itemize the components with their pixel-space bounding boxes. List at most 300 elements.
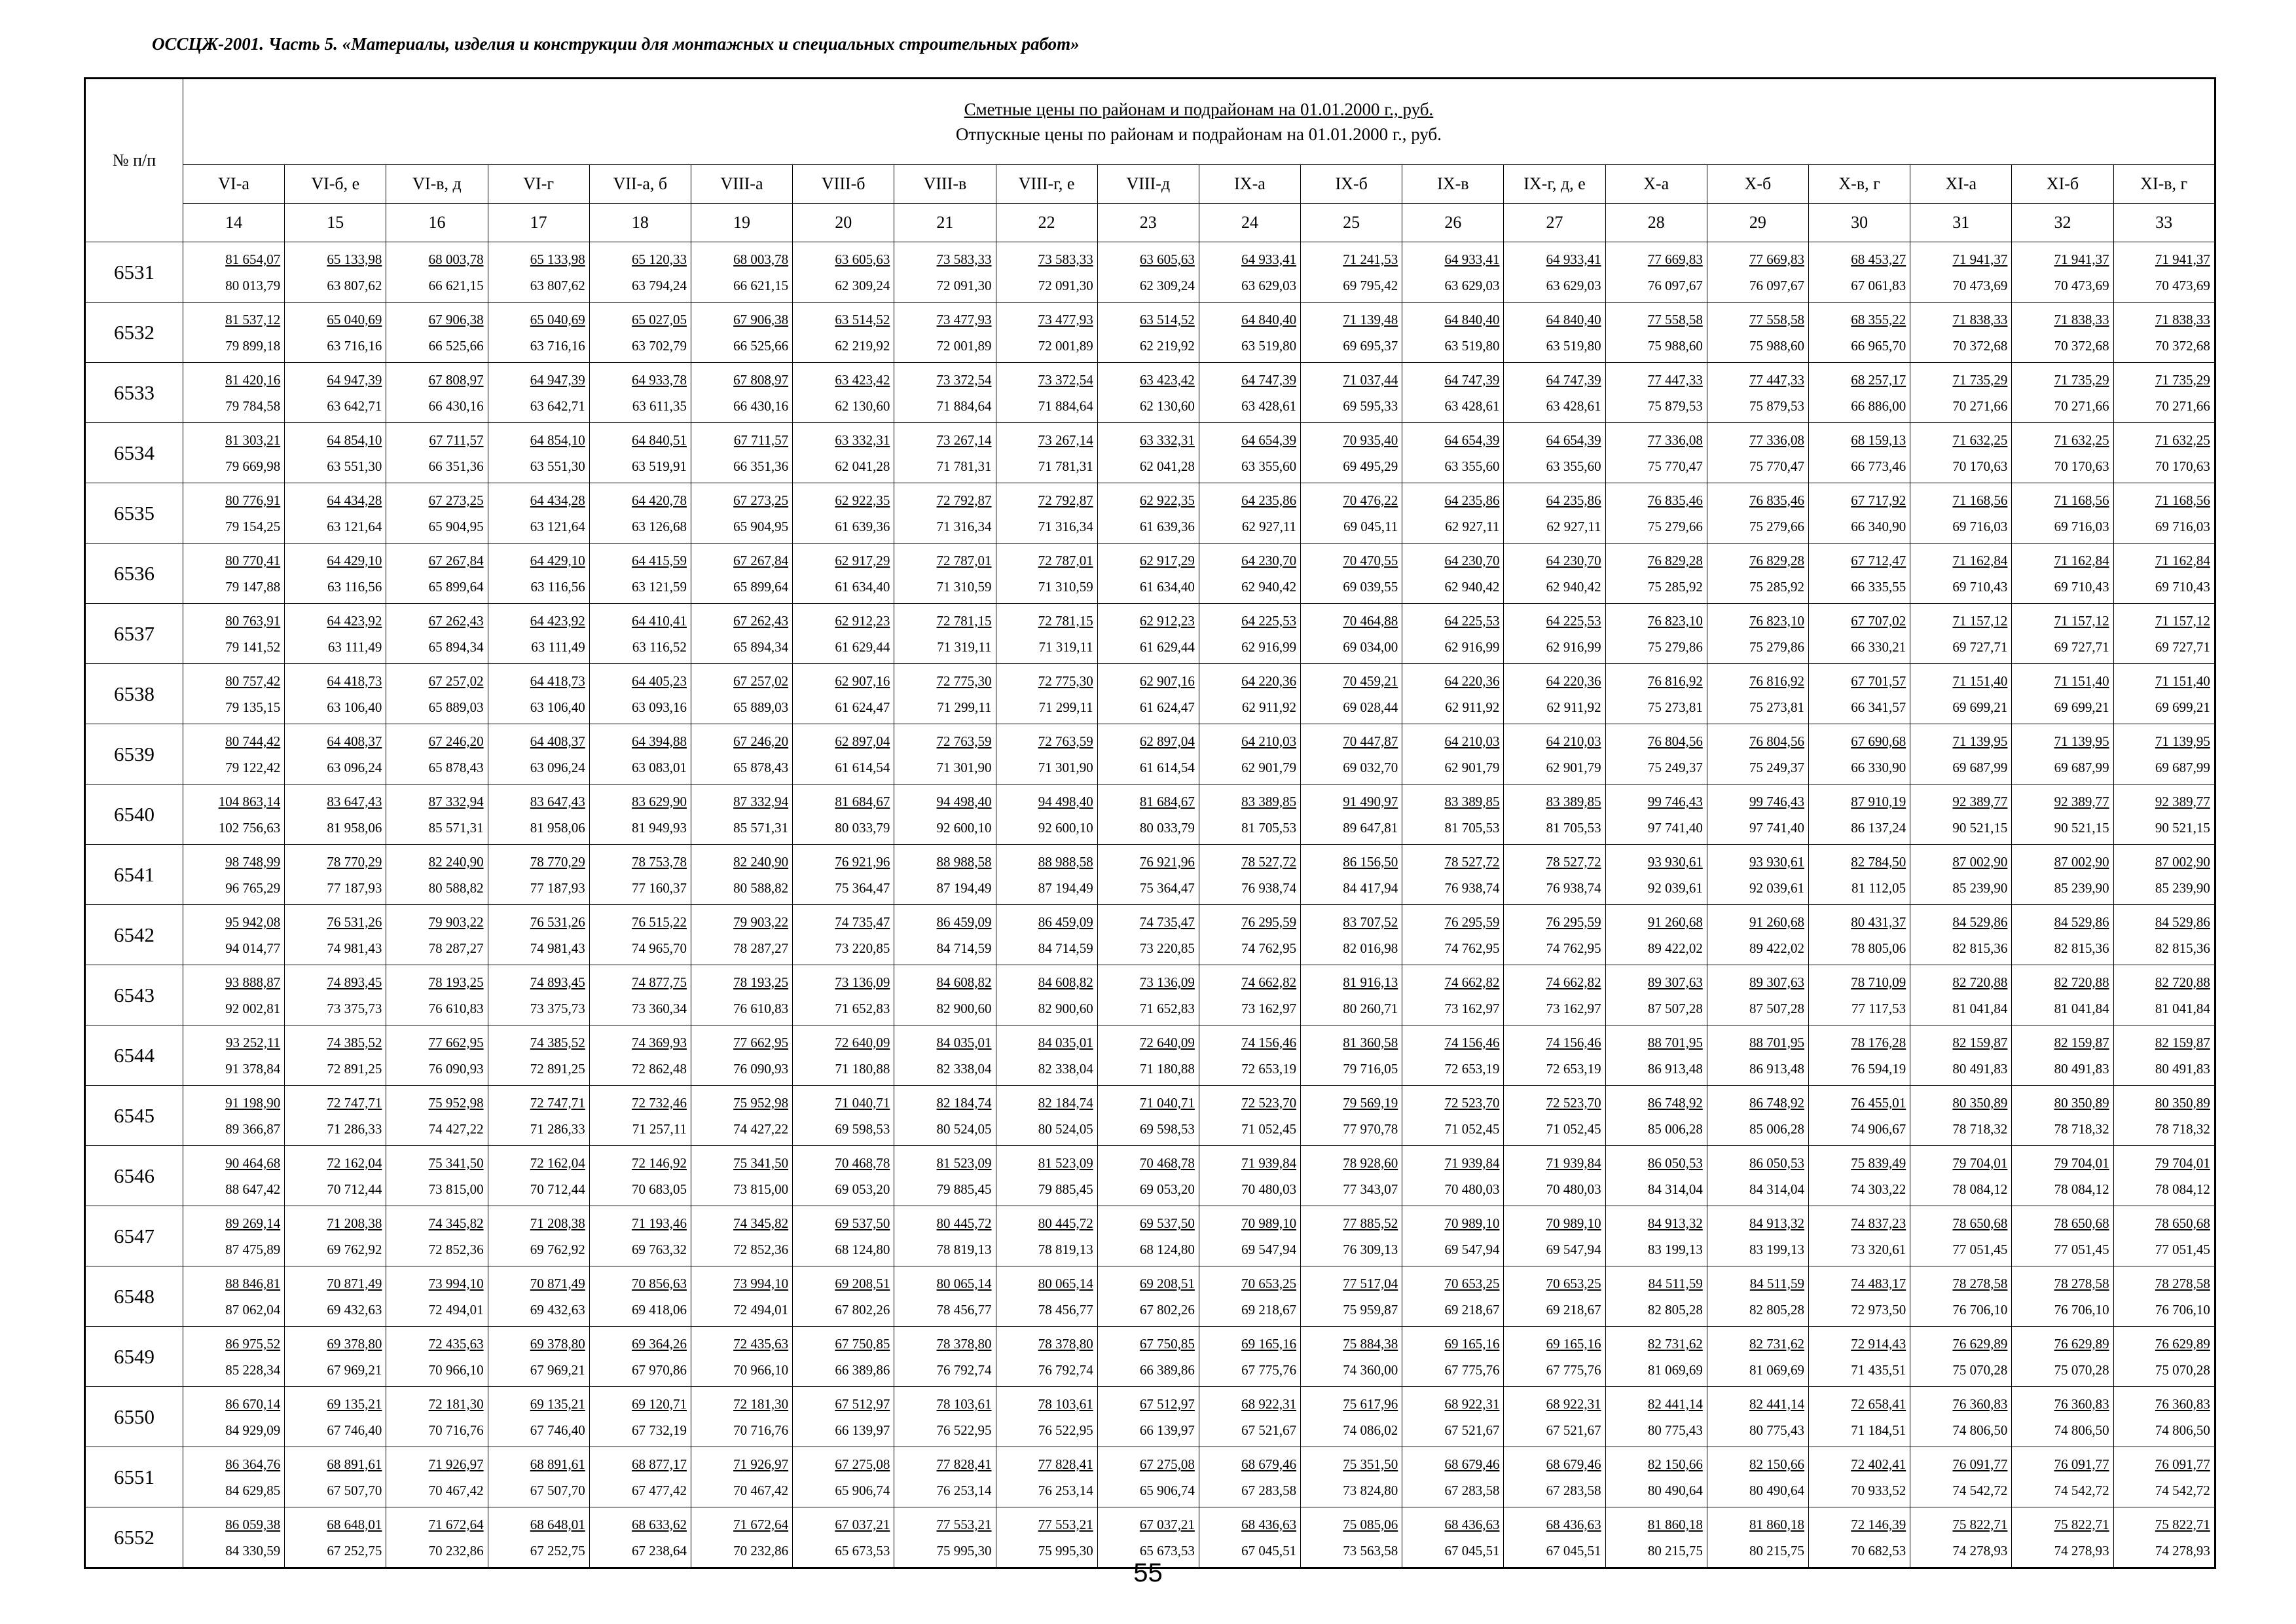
estimated-price: 74 735,47	[835, 913, 890, 930]
table-row	[85, 905, 2215, 965]
estimated-price: 74 662,82	[1241, 974, 1297, 990]
estimated-price: 69 120,71	[631, 1395, 687, 1412]
price-cell	[1402, 423, 1504, 483]
estimated-price: 64 933,41	[1444, 251, 1500, 267]
estimated-price: 62 912,23	[835, 612, 890, 629]
estimated-price: 64 747,39	[1546, 371, 1601, 388]
release-price: 81 041,84	[2054, 1000, 2109, 1016]
release-price: 76 097,67	[1647, 277, 1703, 293]
price-cell	[386, 1025, 488, 1086]
price-cell	[894, 1266, 996, 1327]
estimated-price: 64 654,39	[1241, 432, 1297, 448]
release-price: 67 732,19	[631, 1422, 687, 1438]
estimated-price: 71 672,64	[428, 1516, 484, 1532]
price-cell	[1301, 965, 1402, 1025]
price-cell	[488, 1447, 589, 1507]
price-cell	[488, 784, 589, 845]
estimated-price: 63 605,63	[835, 251, 890, 267]
release-price: 74 806,50	[2155, 1422, 2210, 1438]
column-number: 15	[285, 204, 386, 242]
release-price: 77 343,07	[1343, 1181, 1398, 1197]
estimated-price: 67 246,20	[733, 733, 789, 749]
price-cell	[894, 1206, 996, 1266]
estimated-price: 76 816,92	[1749, 673, 1804, 689]
estimated-price: 78 527,72	[1546, 853, 1601, 870]
release-price: 79 885,45	[936, 1181, 992, 1197]
release-price: 63 519,91	[631, 458, 687, 474]
column-number: 28	[1605, 204, 1707, 242]
column-number: 25	[1301, 204, 1402, 242]
price-cell	[1097, 905, 1199, 965]
release-price: 71 052,45	[1444, 1120, 1500, 1137]
estimated-price: 81 916,13	[1343, 974, 1398, 990]
estimated-price: 73 477,93	[936, 311, 992, 327]
release-price: 77 051,45	[1952, 1241, 2008, 1257]
estimated-price: 62 917,29	[835, 552, 890, 568]
release-price: 63 106,40	[327, 699, 382, 715]
estimated-price: 71 139,95	[2155, 733, 2210, 749]
release-price: 70 473,69	[2054, 277, 2109, 293]
price-cell	[1301, 1086, 1402, 1146]
release-price: 78 819,13	[1038, 1241, 1093, 1257]
price-cell	[1402, 724, 1504, 784]
estimated-price: 70 468,78	[1139, 1154, 1195, 1171]
estimated-price: 72 523,70	[1241, 1094, 1297, 1111]
estimated-price: 77 885,52	[1343, 1215, 1398, 1231]
estimated-price: 71 151,40	[2054, 673, 2109, 689]
estimated-price: 64 220,36	[1546, 673, 1601, 689]
price-cell	[1199, 1447, 1300, 1507]
estimated-price: 64 420,78	[631, 492, 687, 508]
price-cell	[2113, 483, 2215, 544]
column-number: 26	[1402, 204, 1504, 242]
estimated-price: 76 360,83	[1952, 1395, 2008, 1412]
price-cell	[386, 1266, 488, 1327]
estimated-price: 69 165,16	[1444, 1335, 1500, 1352]
price-cell	[1504, 544, 1605, 604]
release-price: 71 052,45	[1241, 1120, 1297, 1137]
price-cell	[894, 664, 996, 724]
estimated-price: 71 151,40	[1952, 673, 2008, 689]
price-cell	[996, 1266, 1097, 1327]
estimated-price: 72 732,46	[631, 1094, 687, 1111]
price-cell	[2012, 363, 2113, 423]
estimated-price: 77 662,95	[428, 1034, 484, 1050]
estimated-price: 82 441,14	[1749, 1395, 1804, 1412]
price-cell	[386, 1447, 488, 1507]
table-row	[85, 1447, 2215, 1507]
price-cell	[386, 544, 488, 604]
price-cell	[1910, 724, 2012, 784]
release-price: 69 699,21	[2155, 699, 2210, 715]
price-cell	[793, 845, 894, 905]
release-price: 63 355,60	[1241, 458, 1297, 474]
price-cell	[1402, 544, 1504, 604]
release-price: 63 807,62	[530, 277, 585, 293]
estimated-price: 88 846,81	[225, 1275, 281, 1291]
estimated-price: 82 731,62	[1647, 1335, 1703, 1352]
price-cell	[2113, 965, 2215, 1025]
release-price: 65 904,95	[733, 518, 789, 534]
estimated-price: 62 922,35	[1139, 492, 1195, 508]
row-number: 6538	[85, 664, 183, 724]
estimated-price: 67 262,43	[428, 612, 484, 629]
price-cell	[1910, 242, 2012, 303]
estimated-price: 72 658,41	[1851, 1395, 1906, 1412]
estimated-price: 72 787,01	[1038, 552, 1093, 568]
price-cell	[793, 544, 894, 604]
estimated-price: 75 617,96	[1343, 1395, 1398, 1412]
release-price: 74 542,72	[1952, 1482, 2008, 1498]
release-price: 66 525,66	[428, 337, 484, 354]
price-cell	[691, 1387, 792, 1447]
price-cell	[1605, 1327, 1707, 1387]
price-cell	[691, 845, 792, 905]
release-price: 79 154,25	[225, 518, 281, 534]
estimated-price: 73 583,33	[1038, 251, 1093, 267]
release-price: 81 949,93	[631, 819, 687, 836]
release-price: 79 122,42	[225, 759, 281, 775]
release-price: 65 673,53	[1139, 1542, 1195, 1559]
release-price: 70 271,66	[1952, 397, 2008, 414]
column-number: 32	[2012, 204, 2113, 242]
release-price: 88 647,42	[225, 1181, 281, 1197]
release-price: 85 571,31	[428, 819, 484, 836]
release-price: 70 480,03	[1444, 1181, 1500, 1197]
release-price: 63 121,59	[631, 578, 687, 595]
release-price: 71 310,59	[1038, 578, 1093, 595]
estimated-price: 67 717,92	[1851, 492, 1906, 508]
price-cell	[2012, 1025, 2113, 1086]
estimated-price: 75 341,50	[428, 1154, 484, 1171]
estimated-price: 62 912,23	[1139, 612, 1195, 629]
estimated-price: 72 640,09	[835, 1034, 890, 1050]
release-price: 71 180,88	[835, 1060, 890, 1077]
release-price: 65 906,74	[1139, 1482, 1195, 1498]
column-number: 19	[691, 204, 792, 242]
price-cell	[1301, 604, 1402, 664]
estimated-price: 71 157,12	[2155, 612, 2210, 629]
release-price: 73 320,61	[1851, 1241, 1906, 1257]
estimated-price: 72 402,41	[1851, 1456, 1906, 1472]
price-cell	[183, 604, 285, 664]
release-price: 70 467,42	[428, 1482, 484, 1498]
estimated-price: 65 133,98	[327, 251, 382, 267]
release-price: 69 045,11	[1343, 518, 1398, 534]
price-cell	[1504, 242, 1605, 303]
estimated-price: 64 654,39	[1444, 432, 1500, 448]
price-cell	[183, 905, 285, 965]
estimated-price: 82 159,87	[2155, 1034, 2210, 1050]
estimated-price: 70 989,10	[1241, 1215, 1297, 1231]
estimated-price: 64 220,36	[1241, 673, 1297, 689]
release-price: 67 045,51	[1241, 1542, 1297, 1559]
estimated-price: 74 345,82	[428, 1215, 484, 1231]
table-row	[85, 1327, 2215, 1387]
price-cell	[1910, 845, 2012, 905]
estimated-price: 69 135,21	[530, 1395, 585, 1412]
release-price: 65 899,64	[733, 578, 789, 595]
release-price: 81 041,84	[2155, 1000, 2210, 1016]
price-cell	[2012, 1387, 2113, 1447]
price-cell	[488, 664, 589, 724]
estimated-price: 68 922,31	[1444, 1395, 1500, 1412]
price-cell	[285, 1447, 386, 1507]
estimated-price: 86 748,92	[1749, 1094, 1804, 1111]
price-cell	[1504, 423, 1605, 483]
price-cell	[1199, 483, 1300, 544]
release-price: 71 299,11	[937, 699, 992, 715]
estimated-price: 79 903,22	[733, 913, 789, 930]
price-cell	[996, 1025, 1097, 1086]
price-cell	[1301, 303, 1402, 363]
price-cell	[1504, 303, 1605, 363]
estimated-price: 82 720,88	[1952, 974, 2008, 990]
estimated-price: 73 136,09	[1139, 974, 1195, 990]
release-price: 94 014,77	[225, 940, 281, 956]
estimated-price: 95 942,08	[225, 913, 281, 930]
estimated-price: 63 514,52	[835, 311, 890, 327]
estimated-price: 81 684,67	[835, 793, 890, 809]
release-price: 71 286,33	[327, 1120, 382, 1137]
release-price: 62 916,99	[1241, 638, 1297, 655]
estimated-price: 70 935,40	[1343, 432, 1398, 448]
release-price: 75 995,30	[1038, 1542, 1093, 1559]
estimated-price: 64 423,92	[530, 612, 585, 629]
price-cell	[1301, 724, 1402, 784]
price-cell	[1707, 905, 1808, 965]
price-cell	[285, 664, 386, 724]
price-cell	[1301, 1146, 1402, 1206]
price-cell	[183, 1387, 285, 1447]
price-cell	[386, 1086, 488, 1146]
price-cell	[1199, 784, 1300, 845]
release-price: 76 522,95	[1038, 1422, 1093, 1438]
price-cell	[1402, 1266, 1504, 1327]
estimated-price: 62 907,16	[1139, 673, 1195, 689]
estimated-price: 68 355,22	[1851, 311, 1906, 327]
price-cell	[996, 1146, 1097, 1206]
release-price: 78 084,12	[2155, 1181, 2210, 1197]
price-cell	[2012, 845, 2113, 905]
release-price: 63 106,40	[530, 699, 585, 715]
price-cell	[488, 965, 589, 1025]
row-number: 6531	[85, 242, 183, 303]
release-price: 76 253,14	[936, 1482, 992, 1498]
price-cell	[1910, 1206, 2012, 1266]
price-cell	[1707, 483, 1808, 544]
price-cell	[2113, 604, 2215, 664]
release-price: 80 588,82	[428, 879, 484, 896]
price-cell	[2113, 1086, 2215, 1146]
price-cell	[488, 1266, 589, 1327]
release-price: 62 219,92	[835, 337, 890, 354]
estimated-price: 89 307,63	[1647, 974, 1703, 990]
release-price: 63 794,24	[631, 277, 687, 293]
estimated-price: 75 341,50	[733, 1154, 789, 1171]
district-header: VIII-г, е	[996, 165, 1097, 204]
release-price: 69 727,71	[1952, 638, 2008, 655]
release-price: 63 642,71	[530, 397, 585, 414]
estimated-price: 72 775,30	[1038, 673, 1093, 689]
estimated-price: 62 917,29	[1139, 552, 1195, 568]
price-cell	[1605, 1086, 1707, 1146]
estimated-price: 82 441,14	[1647, 1395, 1703, 1412]
estimated-price: 65 040,69	[530, 311, 585, 327]
release-price: 69 727,71	[2054, 638, 2109, 655]
price-cell	[183, 363, 285, 423]
release-price: 72 091,30	[936, 277, 992, 293]
release-price: 70 473,69	[2155, 277, 2210, 293]
price-cell	[1707, 724, 1808, 784]
estimated-price: 72 146,92	[631, 1154, 687, 1171]
estimated-price: 74 156,46	[1444, 1034, 1500, 1050]
price-cell	[589, 544, 691, 604]
price-cell	[1402, 242, 1504, 303]
estimated-price: 81 420,16	[225, 371, 281, 388]
price-cell	[183, 965, 285, 1025]
price-cell	[285, 845, 386, 905]
release-price: 65 878,43	[428, 759, 484, 775]
price-cell	[894, 303, 996, 363]
estimated-price: 62 897,04	[835, 733, 890, 749]
district-header: IX-а	[1199, 165, 1300, 204]
estimated-price: 69 537,50	[835, 1215, 890, 1231]
price-cell	[996, 905, 1097, 965]
estimated-price: 80 065,14	[1038, 1275, 1093, 1291]
estimated-price: 64 947,39	[530, 371, 585, 388]
release-price: 67 969,21	[327, 1361, 382, 1378]
estimated-price: 71 208,38	[530, 1215, 585, 1231]
estimated-price: 67 275,08	[1139, 1456, 1195, 1472]
estimated-price: 92 389,77	[1952, 793, 2008, 809]
release-price: 63 716,16	[327, 337, 382, 354]
estimated-price: 71 193,46	[631, 1215, 687, 1231]
price-cell	[691, 363, 792, 423]
estimated-price: 71 838,33	[2054, 311, 2109, 327]
price-cell	[1402, 483, 1504, 544]
estimated-price: 72 747,71	[530, 1094, 585, 1111]
price-cell	[285, 544, 386, 604]
estimated-price: 64 408,37	[327, 733, 382, 749]
price-cell	[691, 905, 792, 965]
price-cell	[589, 363, 691, 423]
price-cell	[1199, 1025, 1300, 1086]
estimated-price: 71 162,84	[2054, 552, 2109, 568]
price-cell	[1402, 845, 1504, 905]
release-price: 63 629,03	[1444, 277, 1500, 293]
estimated-price: 80 350,89	[2054, 1094, 2109, 1111]
estimated-price: 63 332,31	[1139, 432, 1195, 448]
price-cell	[1301, 363, 1402, 423]
release-price: 82 338,04	[936, 1060, 992, 1077]
price-cell	[996, 965, 1097, 1025]
estimated-price: 78 770,29	[327, 853, 382, 870]
estimated-price: 71 168,56	[1952, 492, 2008, 508]
price-cell	[183, 483, 285, 544]
estimated-price: 67 275,08	[835, 1456, 890, 1472]
estimated-price: 67 690,68	[1851, 733, 1906, 749]
release-price: 92 039,61	[1749, 879, 1804, 896]
price-cell	[894, 1327, 996, 1387]
price-cell	[386, 724, 488, 784]
release-price: 80 013,79	[225, 277, 281, 293]
row-number: 6542	[85, 905, 183, 965]
estimated-price: 73 477,93	[1038, 311, 1093, 327]
release-price: 69 053,20	[1139, 1181, 1195, 1197]
price-cell	[589, 845, 691, 905]
release-price: 78 718,32	[2155, 1120, 2210, 1137]
estimated-price: 76 295,59	[1546, 913, 1601, 930]
estimated-price: 70 989,10	[1546, 1215, 1601, 1231]
estimated-price: 91 490,97	[1343, 793, 1398, 809]
release-price: 74 806,50	[1952, 1422, 2008, 1438]
estimated-price: 80 431,37	[1851, 913, 1906, 930]
price-cell	[1910, 423, 2012, 483]
estimated-price: 72 181,30	[428, 1395, 484, 1412]
release-price: 76 090,93	[733, 1060, 789, 1077]
release-price: 86 913,48	[1647, 1060, 1703, 1077]
release-price: 70 372,68	[2054, 337, 2109, 354]
release-price: 85 571,31	[733, 819, 789, 836]
price-cell	[1301, 1447, 1402, 1507]
price-cell	[1402, 1025, 1504, 1086]
price-cell	[1199, 1327, 1300, 1387]
price-cell	[1605, 1387, 1707, 1447]
release-price: 76 706,10	[2054, 1301, 2109, 1318]
estimated-price: 68 891,61	[327, 1456, 382, 1472]
release-price: 65 894,34	[428, 638, 484, 655]
estimated-price: 74 369,93	[631, 1034, 687, 1050]
row-number: 6546	[85, 1146, 183, 1206]
price-cell	[894, 965, 996, 1025]
release-price: 80 588,82	[733, 879, 789, 896]
estimated-price: 71 735,29	[1952, 371, 2008, 388]
price-cell	[1809, 242, 1910, 303]
district-header: VI-а	[183, 165, 285, 204]
table-title-estimated: Сметные цены по районам и подрайонам на 01.01.2000 г., руб.	[964, 100, 1434, 119]
estimated-price: 80 445,72	[936, 1215, 992, 1231]
price-cell	[1809, 363, 1910, 423]
release-price: 63 355,60	[1444, 458, 1500, 474]
price-cell	[2113, 423, 2215, 483]
estimated-price: 76 295,59	[1444, 913, 1500, 930]
release-price: 84 629,85	[225, 1482, 281, 1498]
release-price: 65 889,03	[428, 699, 484, 715]
price-cell	[1910, 1086, 2012, 1146]
price-cell	[1097, 604, 1199, 664]
estimated-price: 67 750,85	[1139, 1335, 1195, 1352]
release-price: 92 600,10	[1038, 819, 1093, 836]
price-cell	[691, 544, 792, 604]
price-cell	[589, 1086, 691, 1146]
release-price: 73 162,97	[1444, 1000, 1500, 1016]
release-price: 67 521,67	[1241, 1422, 1297, 1438]
estimated-price: 72 747,71	[327, 1094, 382, 1111]
estimated-price: 72 435,63	[733, 1335, 789, 1352]
release-price: 68 124,80	[1139, 1241, 1195, 1257]
estimated-price: 70 871,49	[530, 1275, 585, 1291]
release-price: 80 033,79	[1139, 819, 1195, 836]
estimated-price: 76 091,77	[2054, 1456, 2109, 1472]
release-price: 63 642,71	[327, 397, 382, 414]
price-cell	[488, 724, 589, 784]
price-cell	[996, 845, 1097, 905]
release-price: 69 762,92	[327, 1241, 382, 1257]
release-price: 70 170,63	[2155, 458, 2210, 474]
table-title-cell	[183, 79, 2215, 165]
estimated-price: 77 336,08	[1749, 432, 1804, 448]
